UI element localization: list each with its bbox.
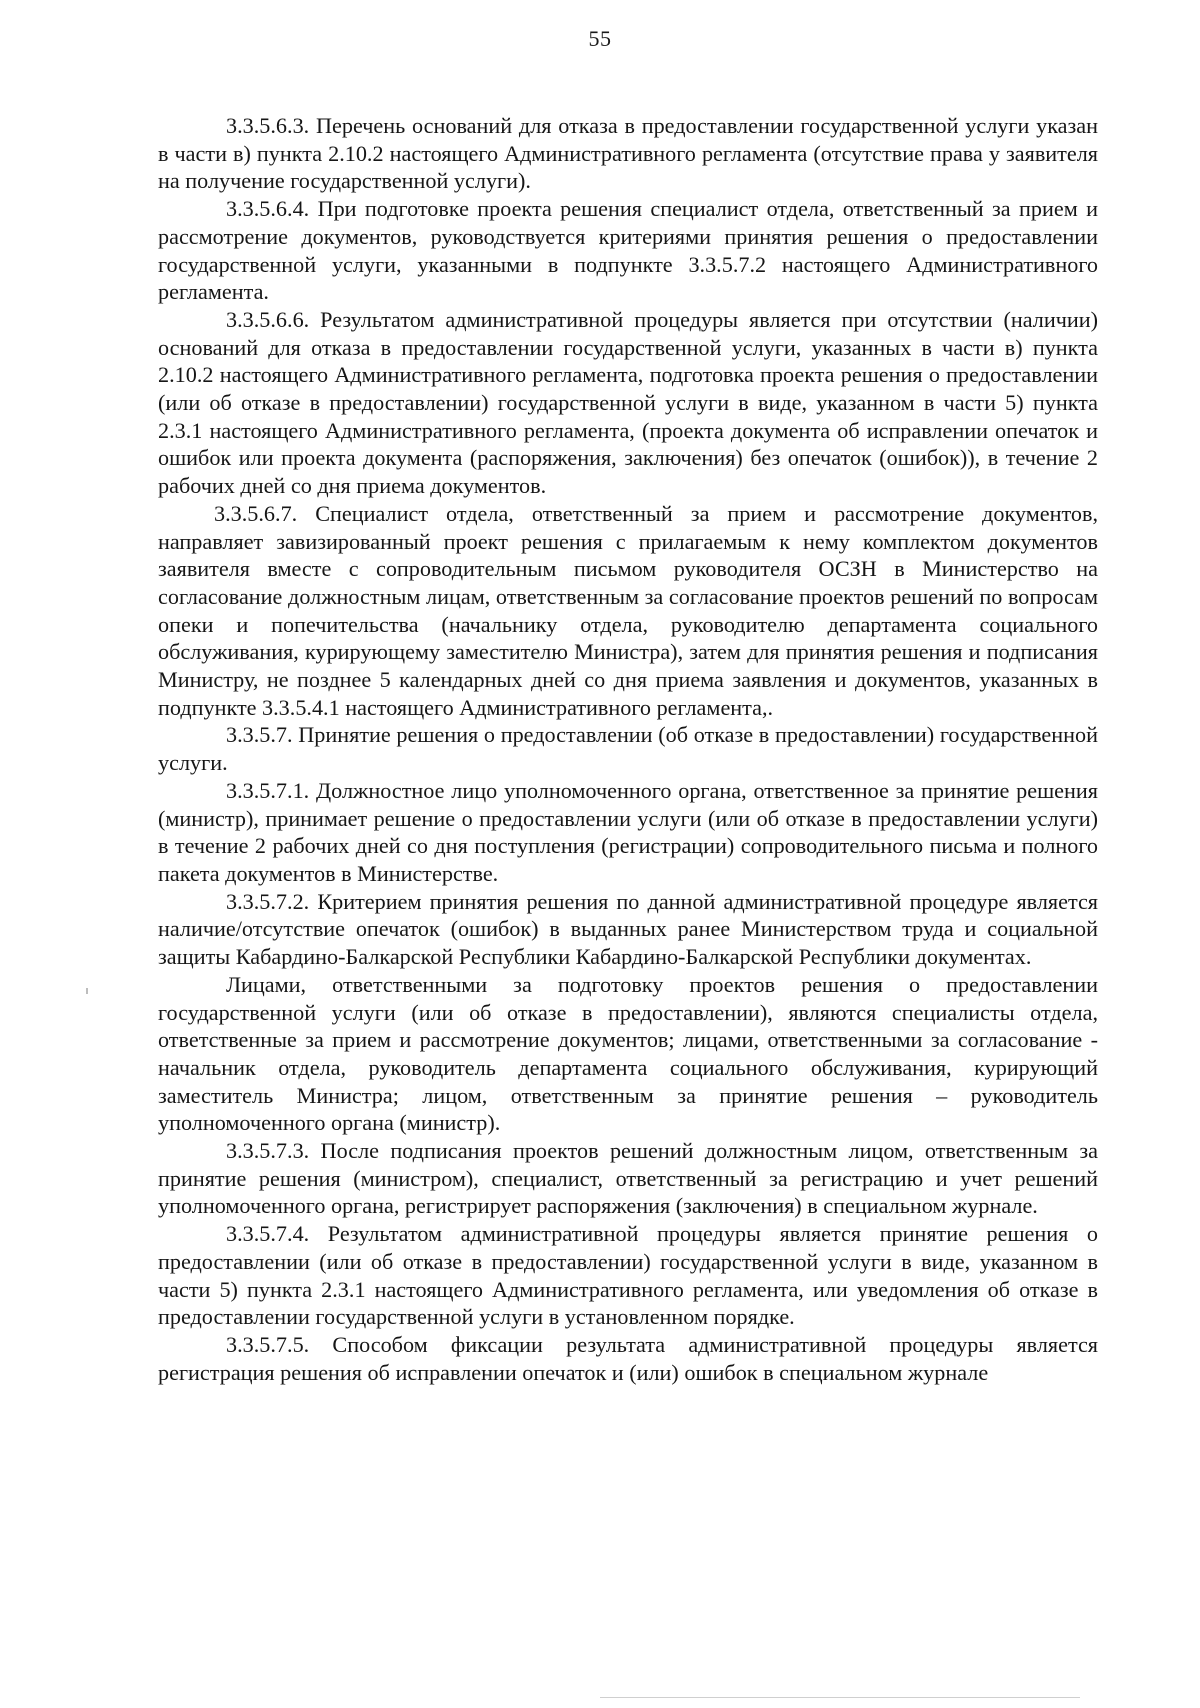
paragraph-3-3-5-6-3: 3.3.5.6.3. Перечень оснований для отказа в предоставлении государственной услуги указан в части в) пункта 2.10.2 настоящего Административного регламента (отсутствие права у заявителя на получение государственной услуги). bbox=[158, 113, 1098, 194]
paragraph-3-3-5-7: 3.3.5.7. Принятие решения о предоставлении (об отказе в предоставлении) государственной услуги. bbox=[158, 722, 1098, 776]
scan-edge-line bbox=[600, 1697, 1080, 1698]
paragraph-3-3-5-7-5: 3.3.5.7.5. Способом фиксации результата административной процедуры является регистрация решения об исправлении опечаток и (или) ошибок в специальном журнале bbox=[158, 1331, 1098, 1385]
page-number: 55 bbox=[588, 26, 612, 51]
paragraph-3-3-5-6-4: 3.3.5.6.4. При подготовке проекта решения специалист отдела, ответственный за прием и рассмотрение документов, руководствуется критериями принятия решения о предоставлении государственной услуги, указанными в подпункте 3.3.5.7.2 настоящего Административного регламента. bbox=[158, 196, 1098, 305]
document-body bbox=[158, 112, 1098, 1386]
scan-artifact bbox=[86, 988, 88, 994]
paragraph-3-3-5-6-6: 3.3.5.6.6. Результатом административной процедуры является при отсутствии (наличии) оснований для отказа в предоставлении государственной услуги, указанных в части в) пункта 2.10.2 настоящего Административного регламента, подготовка проекта решения о предоставлении (или об отказе в предоставлении) государственной услуги в виде, указанном в части 5) пункта 2.3.1 настоящего Административного регламента, (проекта документа об исправлении опечаток и ошибок или проекта документа (распоряжения, заключения) без опечаток (ошибок)), в течение 2 рабочих дней со дня приема документов. bbox=[158, 306, 1098, 499]
paragraph-3-3-5-7-3: 3.3.5.7.3. После подписания проектов решений должностным лицом, ответственным за принятие решения (министром), специалист, ответственный за регистрацию и учет решений уполномоченного органа, регистрирует распоряжения (заключения) в специальном журнале. bbox=[158, 1138, 1098, 1219]
paragraph-3-3-5-6-7: 3.3.5.6.7. Специалист отдела, ответственный за прием и рассмотрение документов, направляет завизированный проект решения с прилагаемым к нему комплектом документов заявителя вместе с сопроводительным письмом руководителя ОСЗН в Министерство на согласование должностным лицам, ответственным за согласование проектов решений по вопросам опеки и попечительства (начальнику отдела, руководителю департамента социального обслуживания, курирующему заместителю Министра), затем для принятия решения и подписания Министру, не позднее 5 календарных дней со дня приема заявления и документов, указанных в подпункте 3.3.5.4.1 настоящего Административного регламента,. bbox=[158, 500, 1098, 720]
paragraph-3-3-5-7-2: 3.3.5.7.2. Критерием принятия решения по данной административной процедуре является наличие/отсутствие опечаток (ошибок) в выданных ранее Министерством труда и социальной защиты Кабардино-Балкарской Республики Кабардино-Балкарской Республики документах. bbox=[158, 888, 1098, 970]
paragraph-responsible-persons: Лицами, ответственными за подготовку проектов решения о предоставлении государственной услуги (или об отказе в предоставлении), являются специалисты отдела, ответственные за прием и рассмотрение документов; лицами, ответственными за согласование - начальник отдела, руководитель департамента социального обслуживания, курирующий заместитель Министра; лицом, ответственным за принятие решения – руководитель уполномоченного органа (министр). bbox=[158, 971, 1098, 1136]
paragraph-3-3-5-7-4: 3.3.5.7.4. Результатом административной процедуры является принятие решения о предоставлении (или об отказе в предоставлении) государственной услуги в виде, указанном в части 5) пункта 2.3.1 настоящего Административного регламента, или уведомления об отказе в предоставлении государственной услуги в установленном порядке. bbox=[158, 1221, 1098, 1330]
paragraph-3-3-5-7-1: 3.3.5.7.1. Должностное лицо уполномоченного органа, ответственное за принятие решения (министр), принимает решение о предоставлении услуги (или об отказе в предоставлении услуги) в течение 2 рабочих дней со дня поступления (регистрации) сопроводительного письма и полного пакета документов в Министерстве. bbox=[158, 777, 1098, 886]
